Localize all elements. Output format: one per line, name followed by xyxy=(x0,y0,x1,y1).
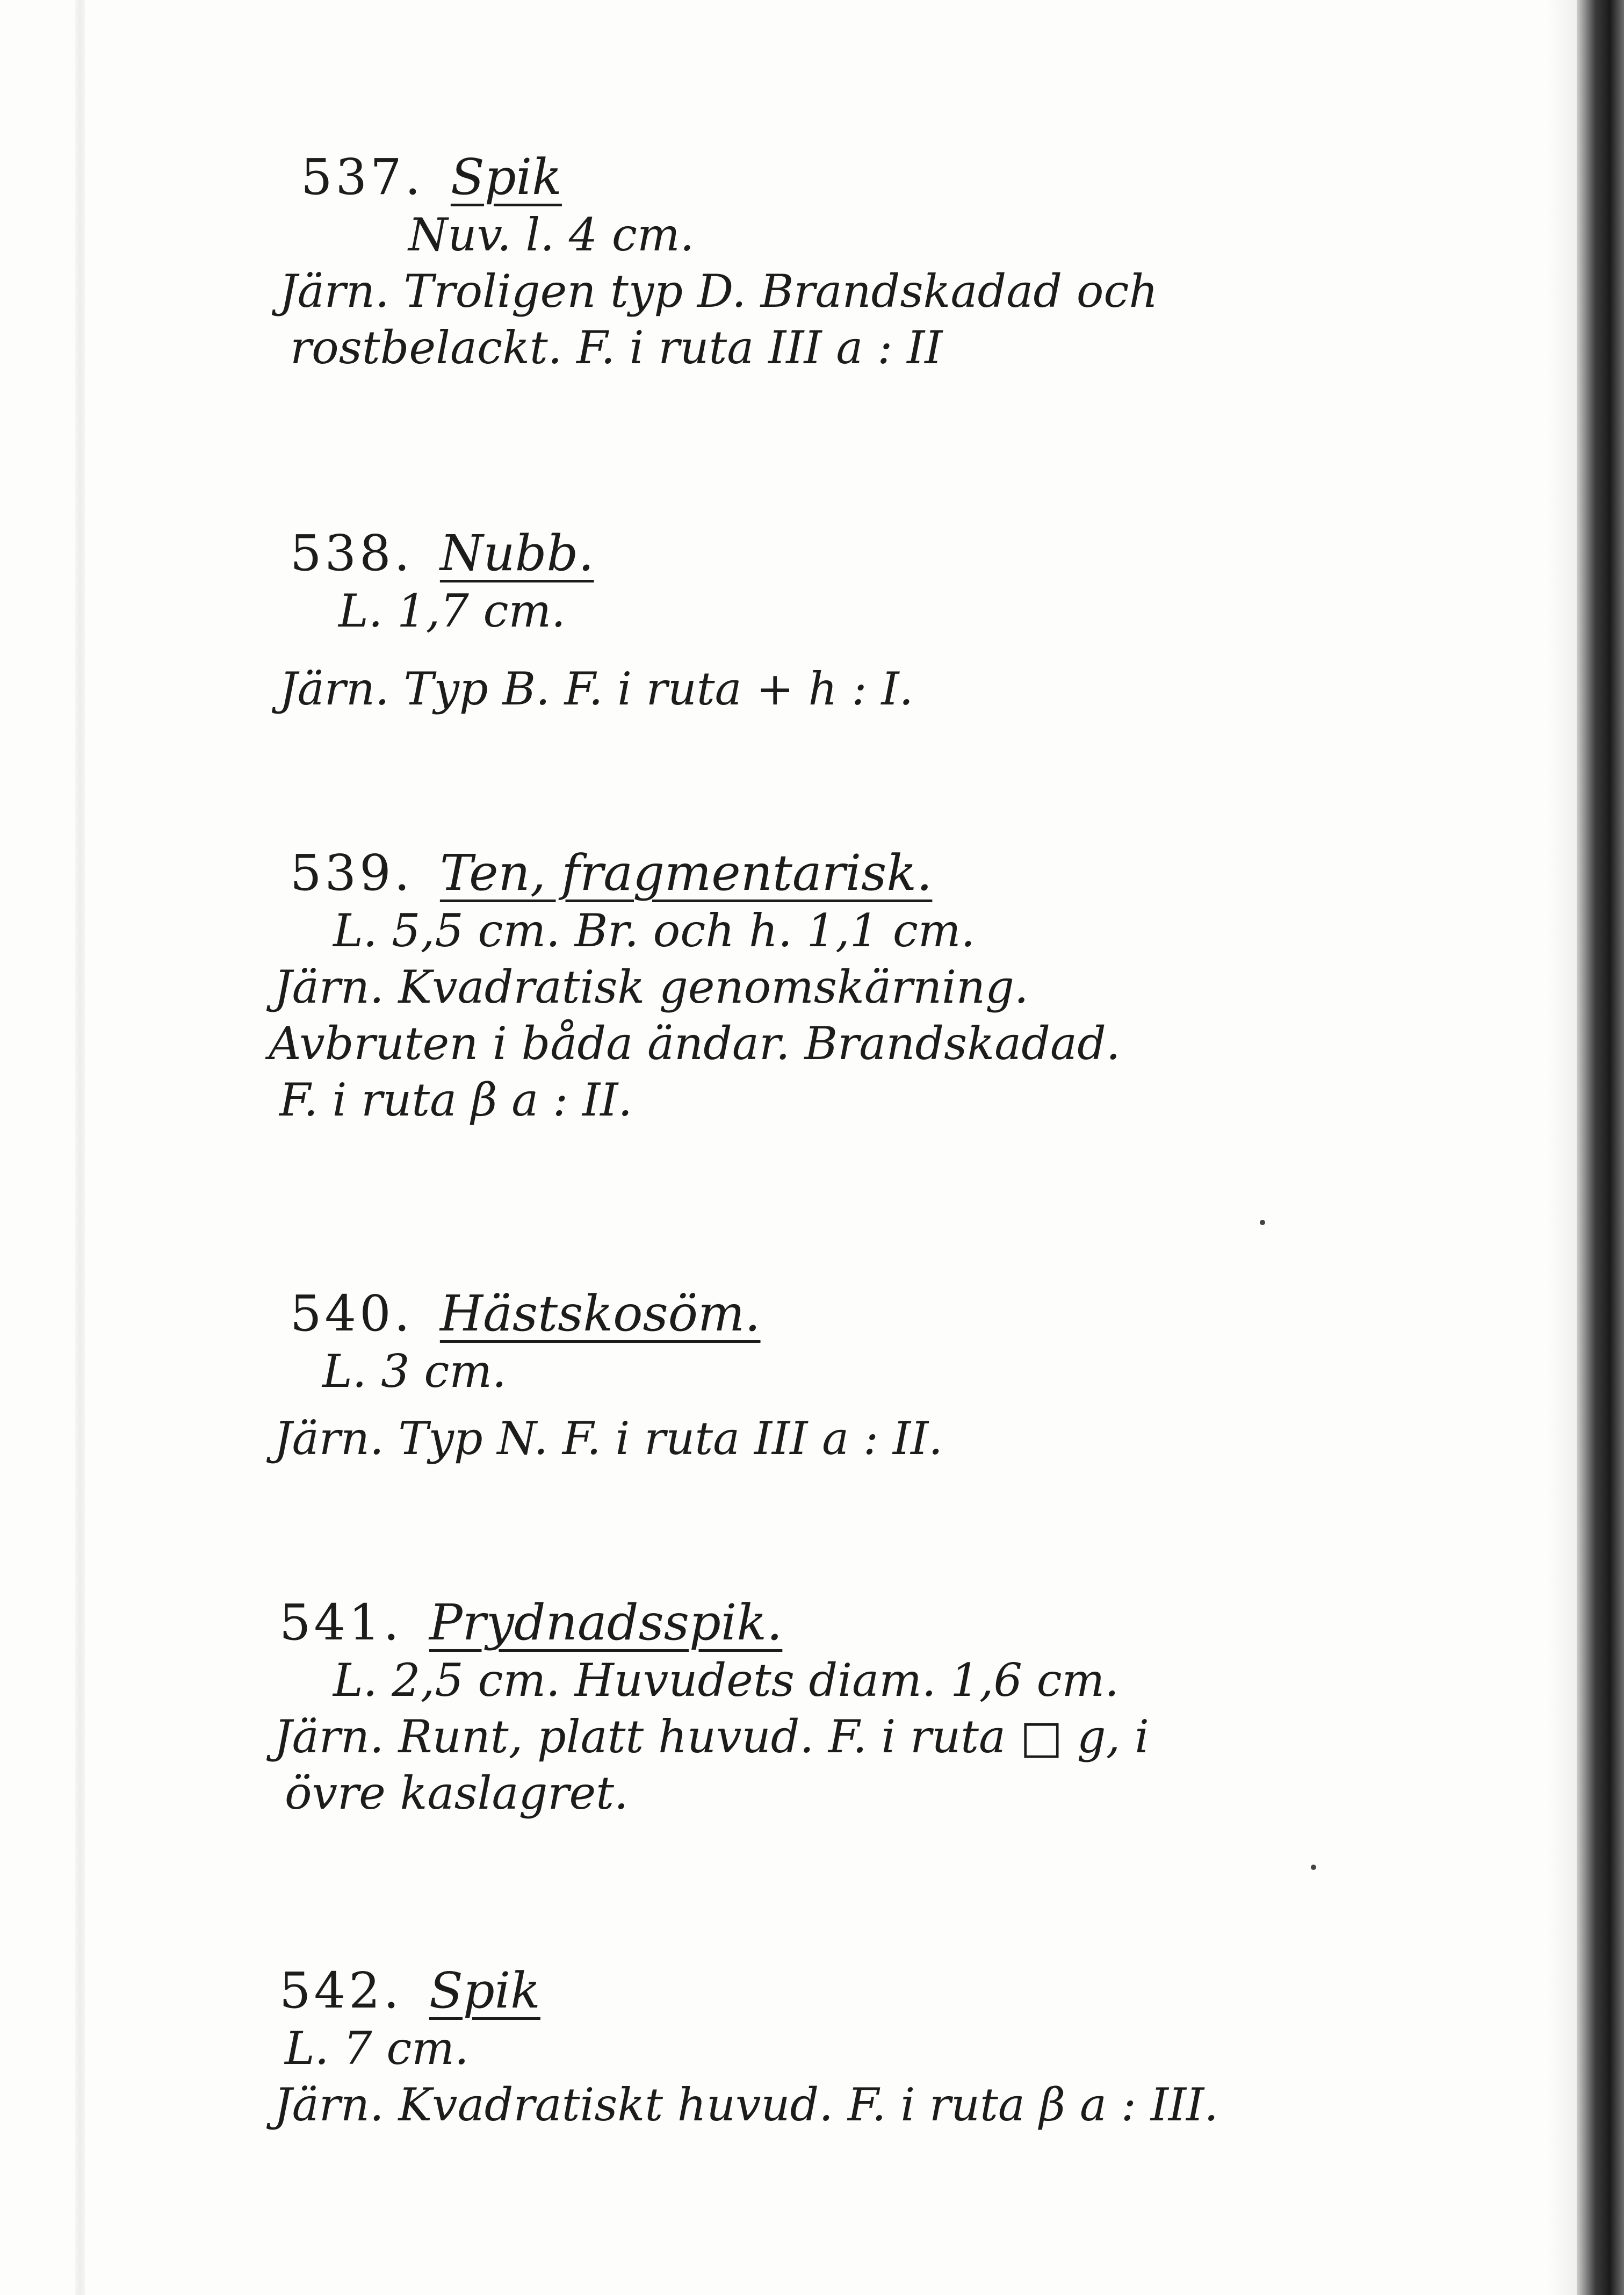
entry-number: 537. xyxy=(301,148,424,206)
entry-description: rostbelackt. F. i ruta III a : II xyxy=(290,321,943,375)
entry-title: Spik xyxy=(450,148,562,206)
entry-title: Hästskosöm. xyxy=(439,1285,761,1342)
entry-heading xyxy=(290,524,1526,583)
entry-description: Järn. Kvadratiskt huvud. F. i ruta β a : III. xyxy=(274,2078,1218,2132)
entry-measurement: L. 3 cm. xyxy=(322,1345,507,1398)
entry-title: Spik xyxy=(429,1962,540,2019)
catalog-entry xyxy=(274,1284,1526,1467)
entry-measurement: Nuv. l. 4 cm. xyxy=(408,208,695,262)
entry-heading xyxy=(290,844,1526,903)
entry-number: 540. xyxy=(290,1285,413,1342)
page-edge xyxy=(1577,0,1624,2295)
entry-heading xyxy=(279,1593,1515,1652)
entry-title: Nubb. xyxy=(439,524,594,582)
entry-measurement: L. 5,5 cm. Br. och h. 1,1 cm. xyxy=(333,904,976,958)
entry-number: 538. xyxy=(290,524,413,582)
entry-description: Järn. Typ B. F. i ruta + h : I. xyxy=(279,663,914,716)
entry-description: Järn. Runt, platt huvud. F. i ruta □ g, i xyxy=(274,1710,1149,1764)
catalog-entry xyxy=(274,1961,1515,2133)
entry-measurement: L. 2,5 cm. Huvudets diam. 1,6 cm. xyxy=(333,1654,1119,1707)
entry-heading xyxy=(279,1961,1515,2020)
entry-description: F. i ruta β a : II. xyxy=(279,1074,633,1127)
catalog-entry xyxy=(274,1593,1515,1822)
entry-title: Prydnadsspik. xyxy=(429,1594,783,1651)
entry-description: Järn. Troligen typ D. Brandskadad och xyxy=(279,265,1158,318)
ink-dot xyxy=(1260,1220,1265,1225)
catalog-entry xyxy=(269,844,1526,1128)
entry-description: övre kaslagret. xyxy=(285,1767,629,1820)
entry-title: Ten, fragmentarisk. xyxy=(439,844,933,902)
page-gutter xyxy=(75,0,85,2295)
entry-measurement: L. 7 cm. xyxy=(285,2022,469,2075)
page-edge-shadow xyxy=(1547,0,1579,2295)
ink-dot xyxy=(1311,1865,1316,1870)
entry-description: Avbruten i båda ändar. Brandskadad. xyxy=(269,1017,1121,1070)
entry-heading xyxy=(301,148,1536,207)
catalog-entry xyxy=(279,524,1526,717)
entry-number: 539. xyxy=(290,844,413,902)
entry-number: 542. xyxy=(279,1962,402,2019)
entry-description: Järn. Kvadratisk genomskärning. xyxy=(274,961,1029,1014)
entry-number: 541. xyxy=(279,1594,402,1651)
catalog-entry xyxy=(279,148,1536,376)
entry-description: Järn. Typ N. F. i ruta III a : II. xyxy=(274,1412,943,1465)
entry-measurement: L. 1,7 cm. xyxy=(338,585,566,638)
entry-heading xyxy=(290,1284,1526,1343)
